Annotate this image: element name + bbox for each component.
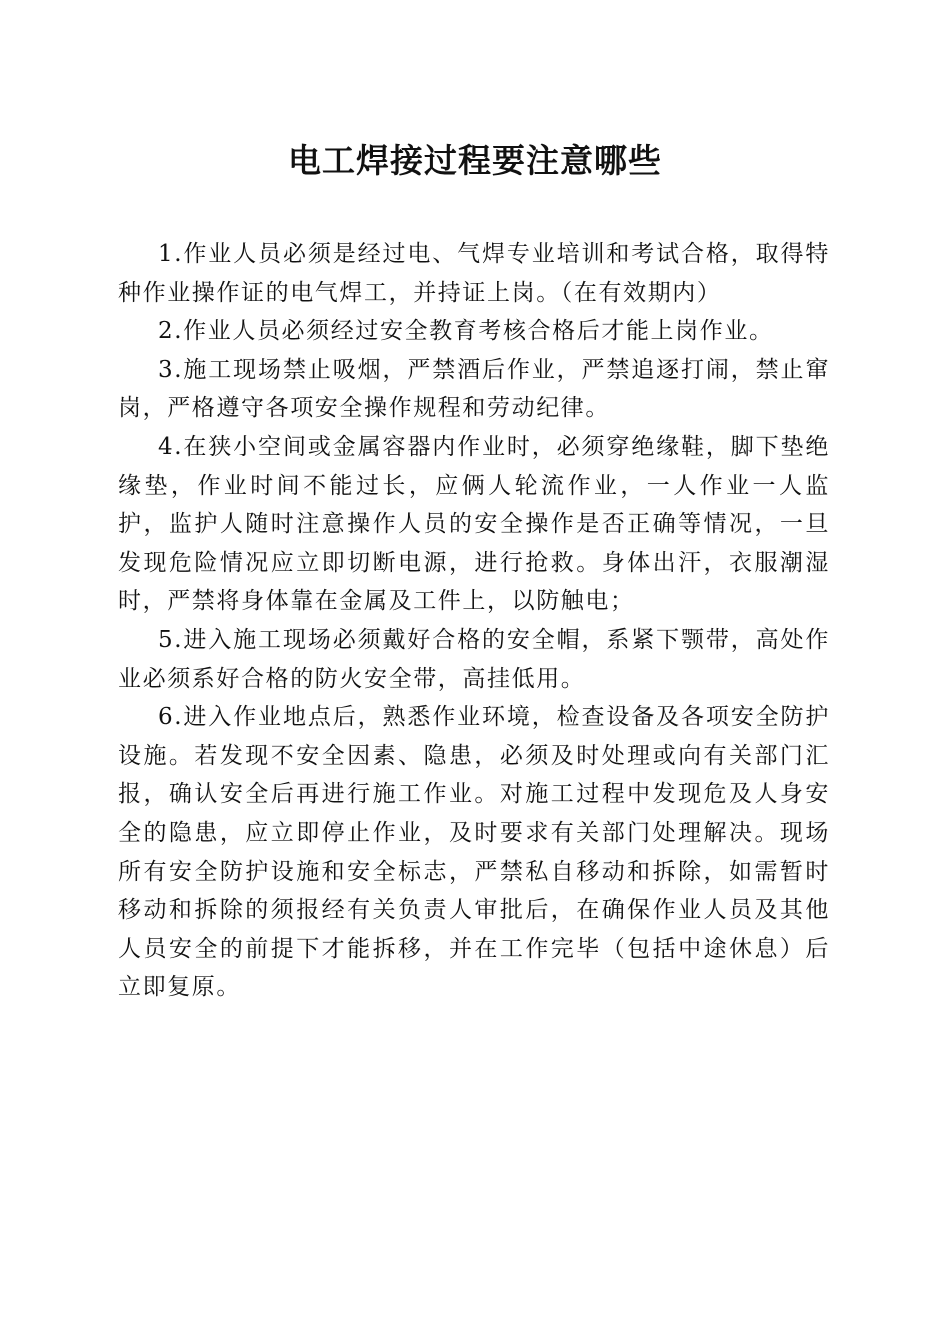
paragraph-1: 1.作业人员必须是经过电、气焊专业培训和考试合格，取得特种作业操作证的电气焊工，并持证上岗。（在有效期内） [118, 241, 830, 306]
paragraph-2: 2.作业人员必须经过安全教育考核合格后才能上岗作业。 [158, 318, 774, 345]
document-body [118, 235, 830, 1007]
paragraph-6: 6.进入作业地点后，熟悉作业环境，检查设备及各项安全防护设施。若发现不安全因素、隐患，必须及时处理或向有关部门汇报，确认安全后再进行施工作业。对施工过程中发现危及人身安全的隐患，应立即停止作业，及时要求有关部门处理解决。现场所有安全防护设施和安全标志，严禁私自移动和拆除，如需暂时移动和拆除的须报经有关负责人审批后，在确保作业人员及其他人员安全的前提下才能拆移，并在工作完毕（包括中途休息）后立即复原。 [118, 704, 830, 1001]
paragraph-5: 5.进入施工现场必须戴好合格的安全帽，系紧下颚带，高处作业必须系好合格的防火安全带，高挂低用。 [118, 626, 830, 692]
paragraph-4: 4.在狭小空间或金属容器内作业时，必须穿绝缘鞋，脚下垫绝缘垫，作业时间不能过长，应俩人轮流作业，一人作业一人监护，监护人随时注意操作人员的安全操作是否正确等情况，一旦发现危险情况应立即切断电源，进行抢救。身体出汗，衣服潮湿时，严禁将身体靠在金属及工件上，以防触电； [118, 433, 830, 615]
document-title: 电工焊接过程要注意哪些 [288, 141, 662, 180]
paragraph-3: 3.施工现场禁止吸烟，严禁酒后作业，严禁追逐打闹，禁止窜岗，严格遵守各项安全操作规程和劳动纪律。 [118, 356, 830, 422]
